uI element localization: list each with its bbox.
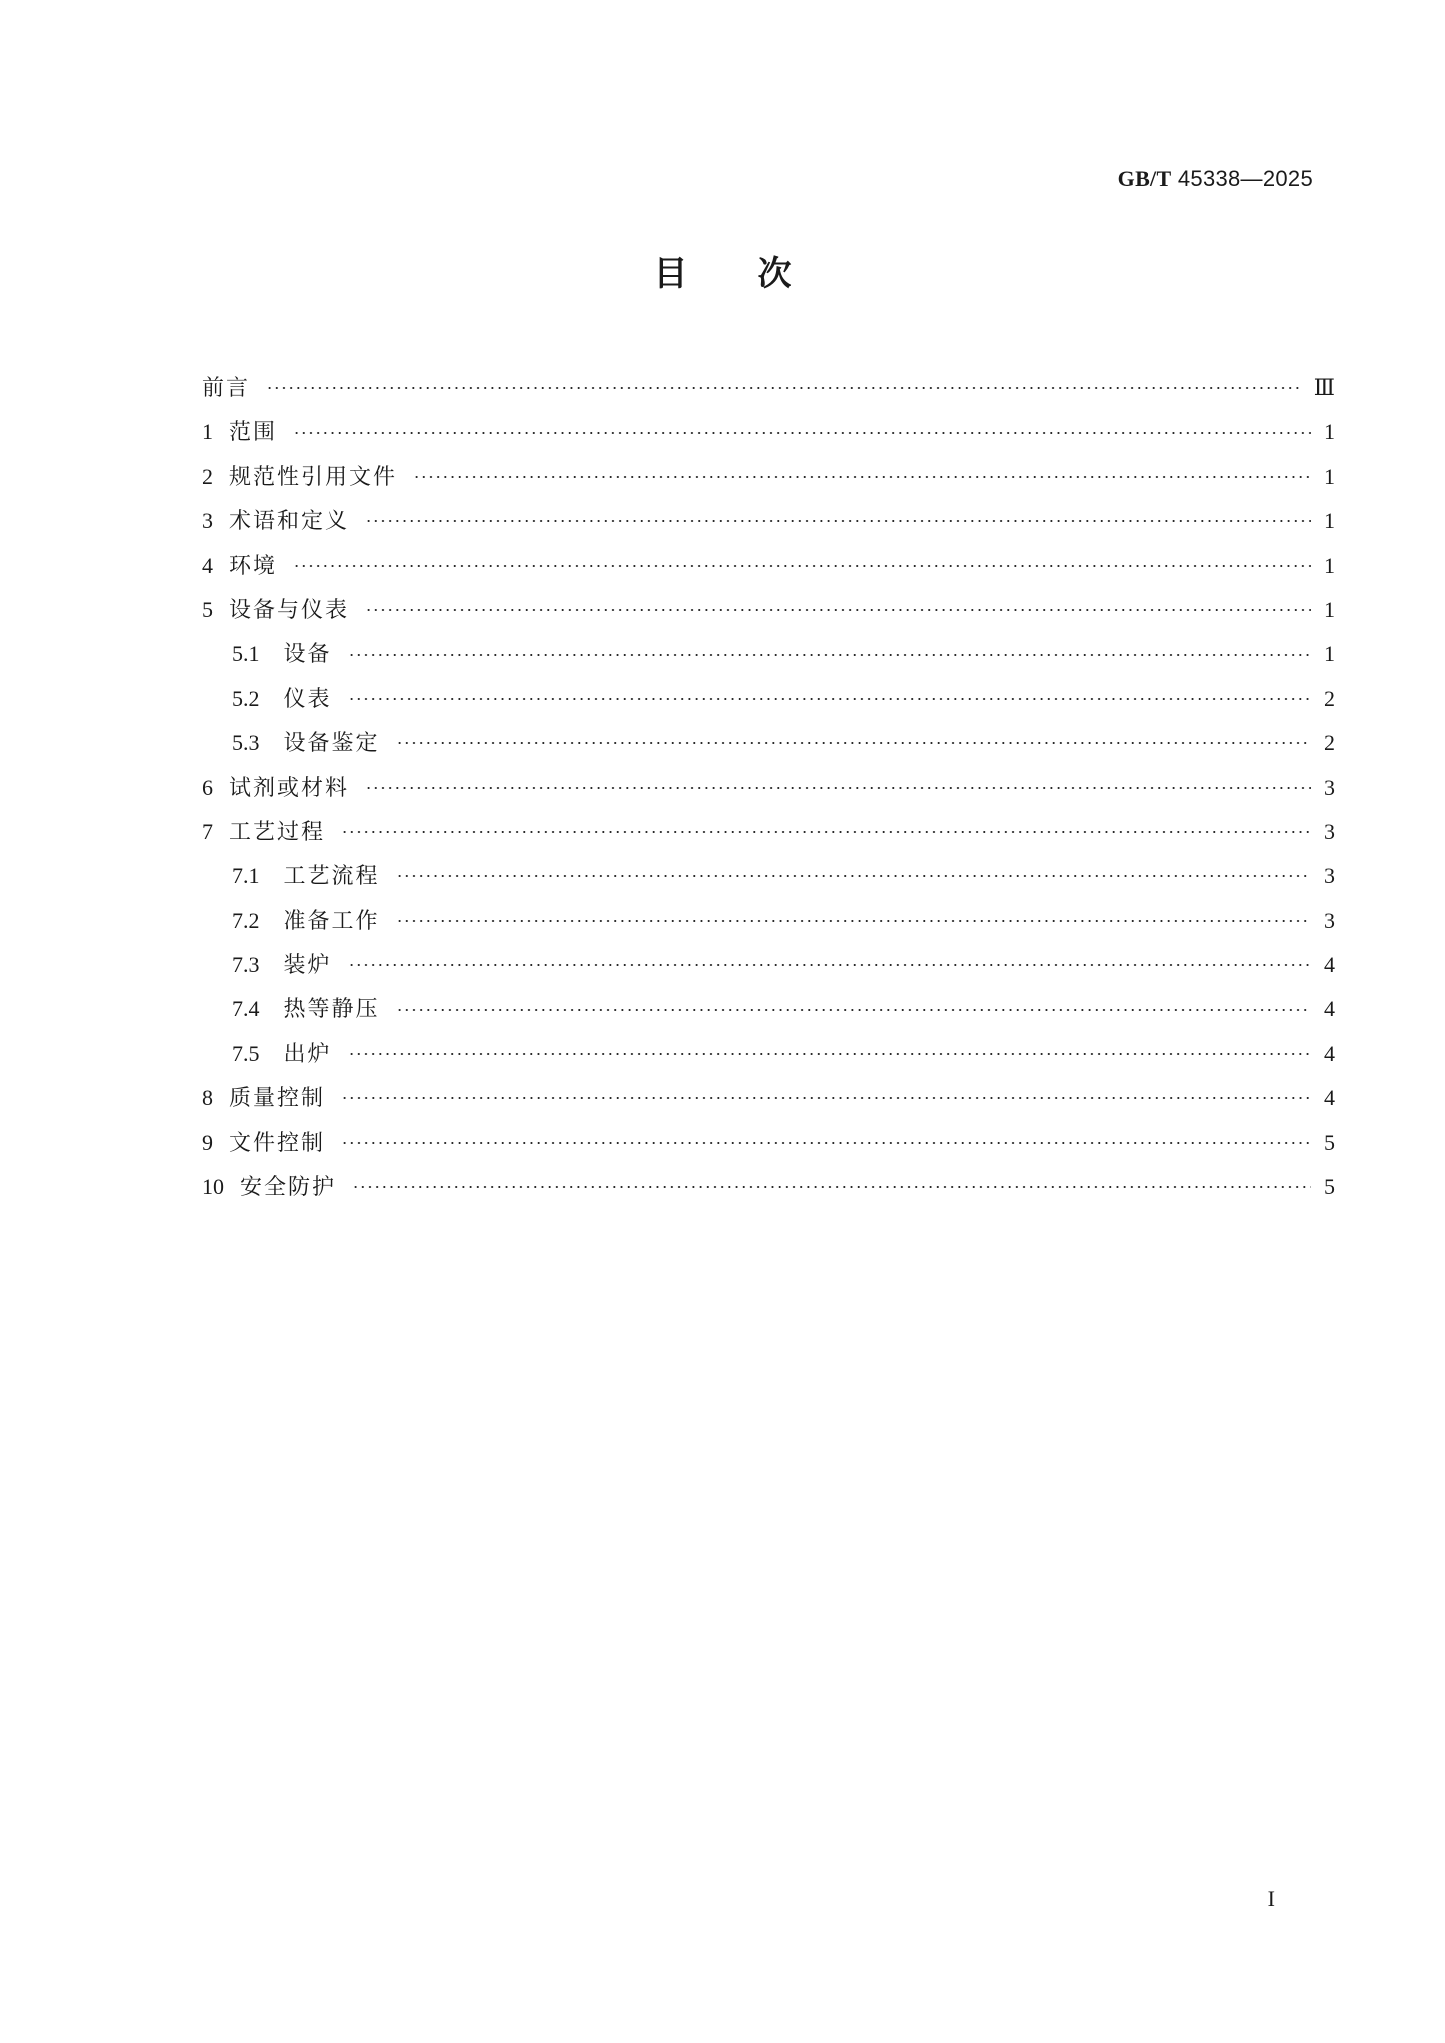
toc-entry[interactable] [202,410,1335,454]
toc-entry-number: 3 [202,508,213,534]
toc-entry-number: 5.2 [232,685,260,711]
toc-entry-page: 3 [1324,863,1335,889]
toc-entry[interactable] [202,1121,1335,1165]
toc-entry-page: 1 [1324,463,1335,489]
toc-entry-page: 3 [1324,907,1335,933]
toc-leader-dots [365,517,1311,525]
toc-entry-page: 1 [1324,508,1335,534]
toc-entry-number: 7.2 [232,907,260,933]
toc-leader-dots [396,872,1311,880]
toc-entry-page: 3 [1324,818,1335,844]
toc-entry-page: Ⅲ [1313,375,1335,400]
toc-leader-dots [348,651,1311,659]
toc-leader-dots [413,473,1311,481]
toc-leader-dots [365,606,1311,614]
toc-leader-dots [341,1094,1311,1102]
toc-leader-dots [396,739,1311,747]
toc-leader-dots [266,384,1302,392]
toc-list [202,366,1335,1209]
toc-leader-dots [396,1006,1311,1014]
toc-entry-label: 工艺流程 [283,864,380,890]
toc-entry-label: 质量控制 [229,1086,326,1112]
toc-entry[interactable] [202,854,1335,898]
toc-leader-dots [396,917,1311,925]
toc-entry-label: 前言 [202,376,251,401]
toc-entry[interactable] [202,1165,1335,1209]
toc-entry-page: 2 [1324,730,1335,756]
toc-leader-dots [293,562,1311,570]
toc-entry[interactable] [202,588,1335,632]
toc-entry-page: 5 [1324,1174,1335,1200]
toc-entry[interactable] [202,632,1335,676]
toc-leader-dots [365,784,1311,792]
toc-entry[interactable] [202,766,1335,810]
toc-entry[interactable] [202,810,1335,854]
toc-entry[interactable] [202,899,1335,943]
toc-entry[interactable] [202,721,1335,765]
toc-entry-label: 设备与仪表 [229,597,350,623]
toc-entry-page: 5 [1324,1129,1335,1155]
toc-leader-dots [352,1183,1311,1191]
toc-entry-number: 7.3 [232,952,260,978]
toc-entry-label: 环境 [229,553,278,579]
toc-title: 目次 [653,254,862,294]
toc-entry-number: 8 [202,1085,213,1111]
toc-entry-label: 设备鉴定 [283,731,380,757]
toc-entry-number: 5 [202,596,213,622]
toc-leader-dots [293,429,1311,437]
toc-entry-number: 5.3 [232,730,260,756]
toc-entry-page: 3 [1324,774,1335,800]
toc-entry-label: 出炉 [283,1041,332,1067]
toc-entry-number: 5.1 [232,641,260,667]
toc-entry-page: 1 [1324,552,1335,578]
toc-entry[interactable] [202,677,1335,721]
toc-entry-label: 文件控制 [229,1130,326,1156]
toc-entry[interactable] [202,1076,1335,1120]
toc-leader-dots [341,1139,1311,1147]
toc-entry-number: 4 [202,552,213,578]
toc-entry-page: 2 [1324,685,1335,711]
toc-leader-dots [348,961,1311,969]
toc-entry-page: 1 [1324,641,1335,667]
toc-entry-number: 10 [202,1174,224,1200]
toc-entry[interactable] [202,1032,1335,1076]
toc-leader-dots [348,1050,1311,1058]
toc-entry[interactable] [202,499,1335,543]
toc-entry-number: 7.5 [232,1040,260,1066]
toc-entry-label: 仪表 [283,686,332,712]
toc-entry-number: 9 [202,1129,213,1155]
toc-entry-label: 工艺过程 [229,819,326,845]
page-number: I [1267,1886,1275,1911]
toc-entry-label: 准备工作 [283,908,380,934]
toc-entry-number: 7.4 [232,996,260,1022]
toc-entry-number: 2 [202,463,213,489]
toc-entry-page: 1 [1324,419,1335,445]
toc-entry-page: 1 [1324,596,1335,622]
toc-entry-number: 6 [202,774,213,800]
toc-entry[interactable] [202,366,1335,410]
standard-prefix: GB/T [1117,166,1172,191]
toc-entry-label: 术语和定义 [229,509,350,535]
toc-entry-number: 1 [202,419,213,445]
toc-entry-page: 4 [1324,996,1335,1022]
standard-code: 45338—2025 [1177,166,1313,191]
toc-entry[interactable] [202,987,1335,1031]
toc-entry-page: 4 [1324,952,1335,978]
toc-entry-label: 范围 [229,420,278,446]
toc-entry-label: 装炉 [283,953,332,979]
toc-entry-label: 规范性引用文件 [229,464,398,490]
toc-entry-number: 7 [202,818,213,844]
toc-entry-page: 4 [1324,1040,1335,1066]
toc-entry[interactable] [202,544,1335,588]
toc-leader-dots [348,695,1311,703]
toc-entry[interactable] [202,455,1335,499]
toc-entry-label: 安全防护 [240,1175,337,1201]
toc-entry-label: 热等静压 [283,997,380,1023]
toc-entry-label: 设备 [283,642,332,668]
standard-number [1118,166,1313,192]
toc-entry-number: 7.1 [232,863,260,889]
toc-leader-dots [341,828,1311,836]
toc-entry-page: 4 [1324,1085,1335,1111]
toc-entry-label: 试剂或材料 [229,775,350,801]
toc-entry[interactable] [202,943,1335,987]
